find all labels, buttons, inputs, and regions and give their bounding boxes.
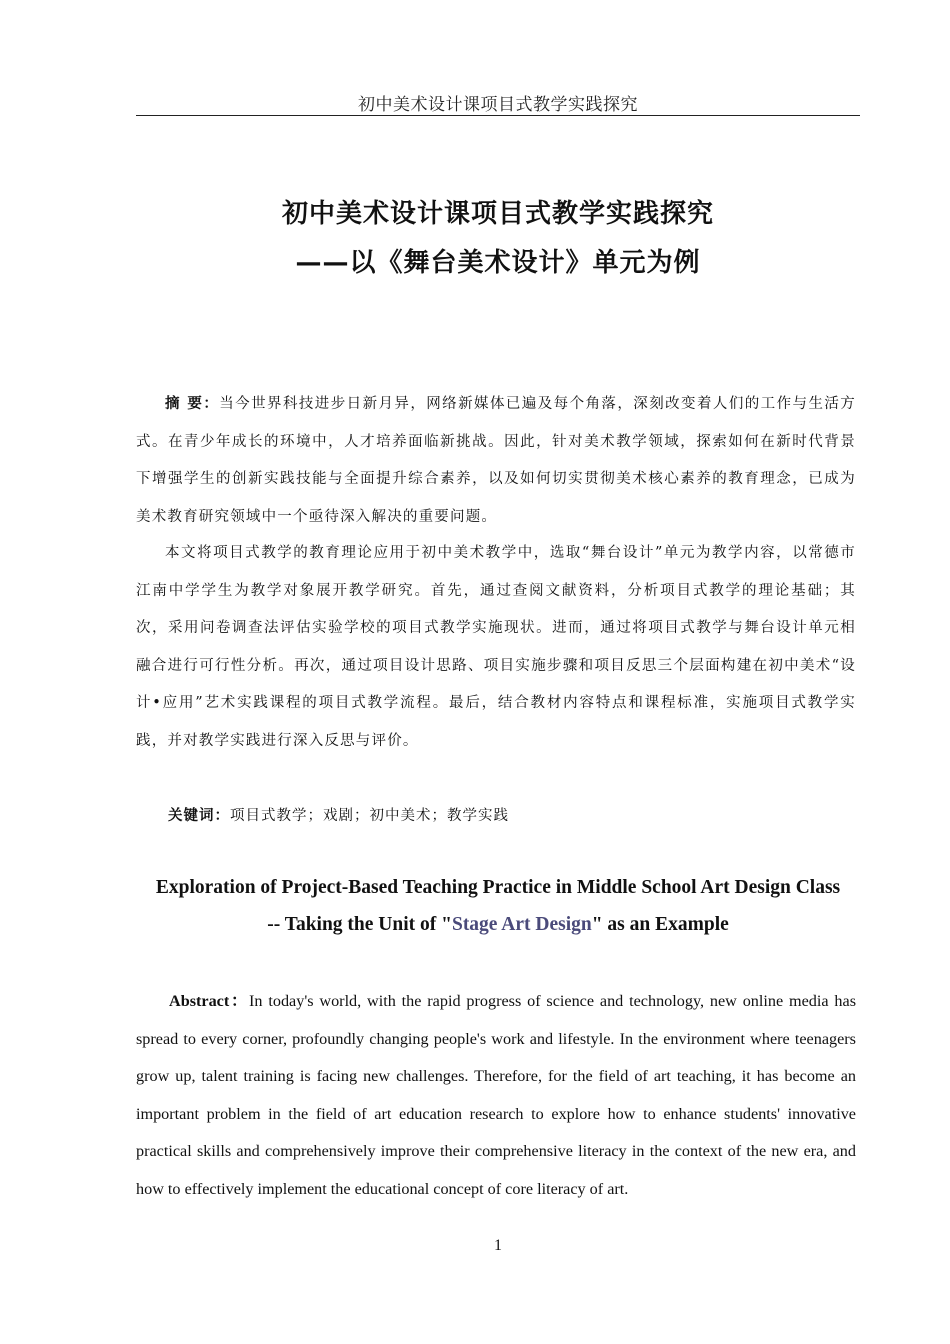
keywords-cn-text: 项目式教学；戏剧；初中美术；教学实践 [230, 808, 509, 824]
header-rule [136, 115, 860, 116]
keywords-cn-label: 关键词： [168, 807, 230, 824]
keywords-cn [168, 797, 509, 835]
abstract-cn-text-1: 当今世界科技进步日新月异，网络新媒体已遍及每个角落，深刻改变着人们的工作与生活方式。在青少年成长的环境中，人才培养面临新挑战。因此，针对美术教学领域，探索如何在新时代背景下增强学生的创新实践技能与全面提升综合素养，以及如何切实贯彻美术核心素养的教育理念，已成为美术教育研究领域中一个亟待深入解决的重要问题。 [136, 396, 856, 525]
abstract-cn-paragraph-1 [136, 385, 856, 536]
english-title: Exploration of Project-Based Teaching Practice in Middle School Art Design Class [155, 877, 841, 898]
abstract-cn-paragraph-2: 本文将项目式教学的教育理论应用于初中美术教学中，选取“舞台设计”单元为教学内容，以常德市江南中学学生为教学对象展开教学研究。首先，通过查阅文献资料，分析项目式教学的理论基础；其次，采用问卷调查法评估实验学校的项目式教学实施现状。进而，通过将项目式教学与舞台设计单元相融合进行可行性分析。再次，通过项目设计思路、项目实施步骤和项目反思三个层面构建在初中美术“设计•应用”艺术实践课程的项目式教学流程。最后，结合教材内容特点和课程标准，实施项目式教学实践，并对教学实践进行深入反思与评价。 [136, 545, 856, 749]
english-subtitle-prefix: -- Taking the Unit of " [267, 914, 452, 935]
english-subtitle [136, 914, 860, 936]
thesis-subtitle: ——以《舞台美术设计》单元为例 [295, 248, 701, 278]
page-number: 1 [494, 1237, 502, 1254]
abstract-en-paragraph [136, 983, 856, 1208]
english-subtitle-suffix: " as an Example [591, 914, 729, 935]
abstract-en-text: In today's world, with the rapid progress of science and technology, new online media has spread to every corner, profoundly changing people's work and lifestyle. In the environment where teenagers grow up, talent training is facing new challenges. Therefore, for the field of art teaching, it has become an important problem in the field of art education research to explore how to enhance students' innovative practical skills and comprehensively improve their comprehensive literacy in the context of the new era, and how to effectively implement the educational concept of core literacy of art. [136, 992, 856, 1198]
running-header: 初中美术设计课项目式教学实践探究 [358, 95, 638, 115]
abstract-cn-label: 摘 要： [165, 395, 220, 412]
thesis-title: 初中美术设计课项目式教学实践探究 [281, 199, 714, 229]
english-subtitle-highlight: Stage Art Design [451, 914, 592, 935]
abstract-en-label: Abstract： [169, 992, 250, 1010]
